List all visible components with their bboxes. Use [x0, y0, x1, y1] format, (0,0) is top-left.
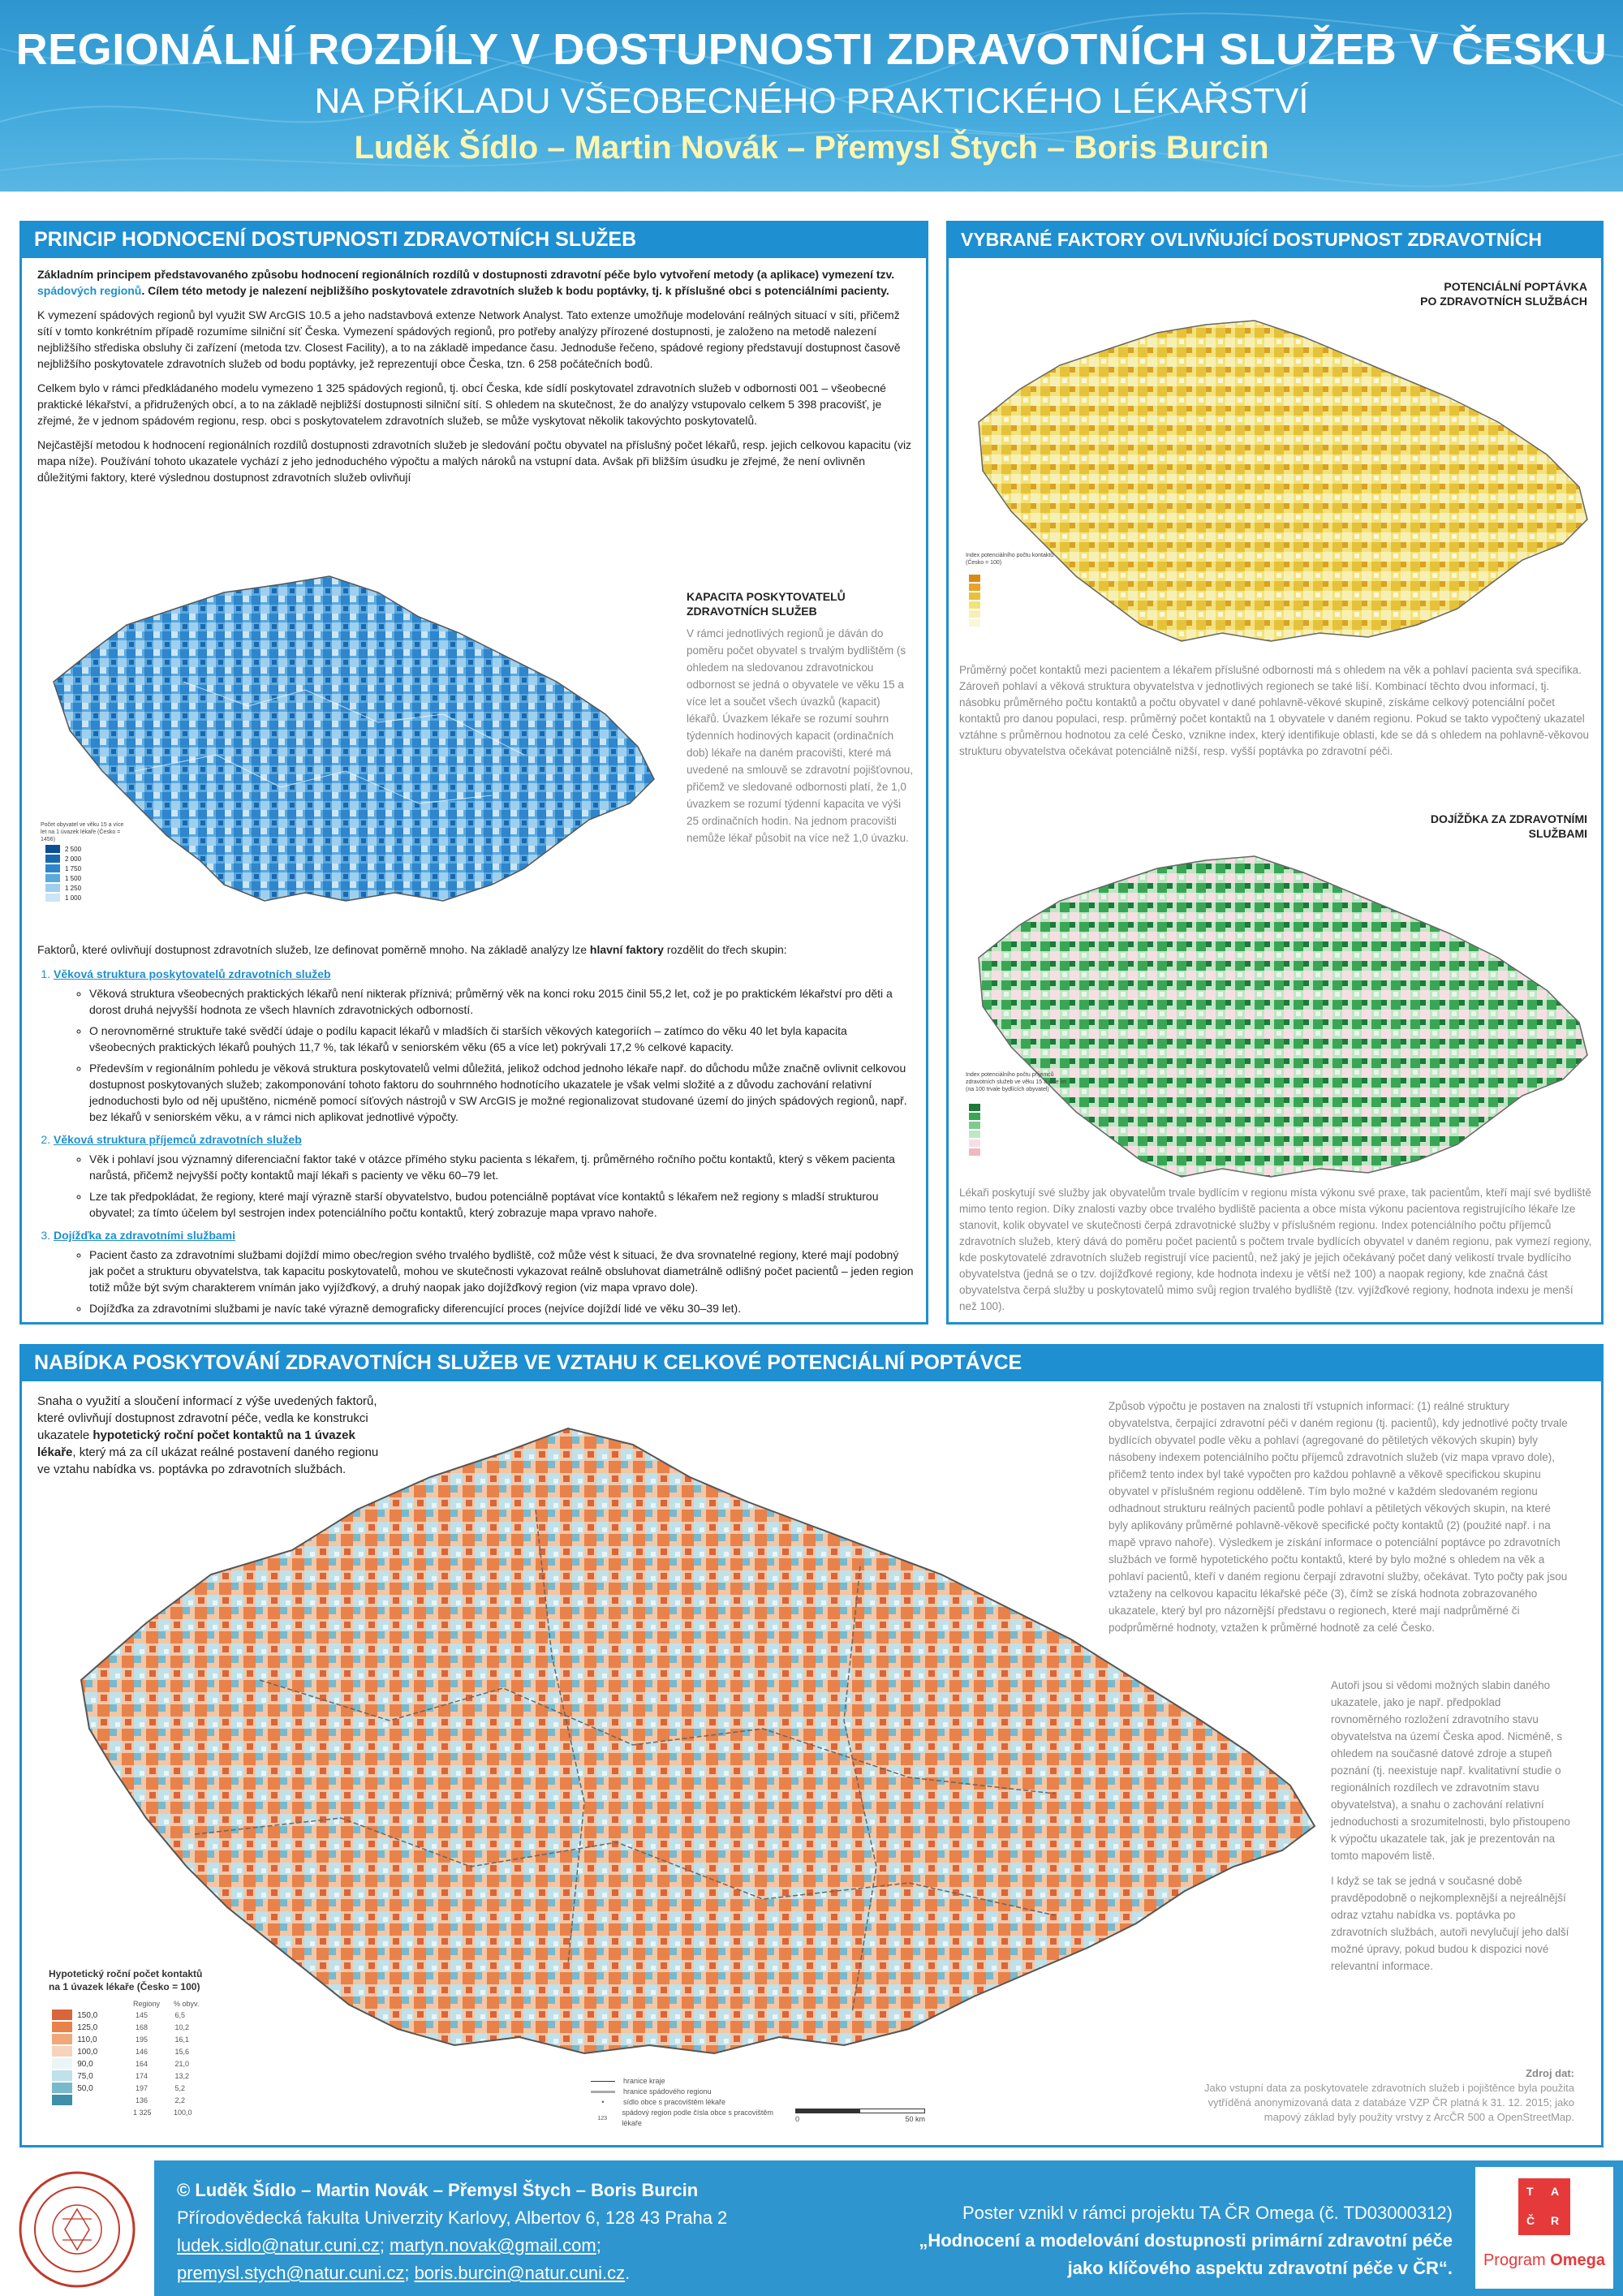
legend-row-pct: 10,2 — [174, 2023, 190, 2031]
legend-head-regions: Regiony — [133, 2000, 161, 2008]
footer-authors: © Luděk Šídlo – Martin Novák – Přemysl Štych – Boris Burcin — [177, 2180, 699, 2200]
legend-row-pct: 16,1 — [174, 2035, 190, 2044]
supply-legend-title-1: Hypotetický roční počet kontaktů — [49, 1968, 203, 1979]
data-sources-text: Jako vstupní data za poskytovatele zdravotních služeb i pojištěnce byla použita vytříděná anonymizovaná data z databáze VZP ČR platná k 31. 12. 2015; jako mapový základ byly použity vrstvy z ArcČR 500 a OpenStreetMap. — [1204, 2082, 1574, 2123]
legend-row-regions: 164 — [136, 2060, 149, 2068]
demand-map — [962, 308, 1595, 649]
factor-item — [54, 1131, 914, 1221]
factor-heading: Věková struktura příjemců zdravotních služeb — [54, 1133, 302, 1146]
commuting-text: Lékaři poskytují své služby jak obyvatelům trvale bydlícím v regionu místa výkonu své praxe, tak pacientům, kteří mají své bydliště mimo tento region. Díky znalosti vazby obce trvalého bydliště pacienta a obce místa výkonu pacientova registrujícího lékaře lze stanovit, kolik obyvatel ve skutečnosti čerpá zdravotnické služby v příslušném regionu. Index potenciálního počtu příjemců zdravotních služeb, který dává do poměru počet pacientů s počtem trvale bydlících obyvatel v daném regionu, pak vymezí regiony, kde poskytovatelé zdravotních služeb registrují více pacientů, než jaký je jejich očekávaný počet daný velikostí trvale bydlícího obyvatelstva (jedná se o tzv. dojížďkové regiony, kde hodnota indexu je větší než 100) a naopak regiony, kde značná část obyvatelstva čerpá služby u poskytovatelů mimo svůj region trvalého bydliště (tzv. vyjížďkové regiony, hodnota indexu je menší než 100). — [959, 1187, 1592, 1312]
demand-legend-swatches — [969, 575, 980, 628]
factors-list — [37, 966, 914, 1316]
principle-para-3: Nejčastější metodou k hodnocení regionálních rozdílů dostupnosti zdravotních služeb je sledování počtu obyvatel na příslušný počet lékařů, resp. jejich celkovou kapacitu (viz mapa níže). Používání tohoto ukazatele vychází z jeho jednoduchého výpočtu a malých nároků na vstupní data. Avšak při bližším úsudku je zřejmé, že není ovlivněn důležitými faktory, které výslednou dostupnost zdravotních služeb ovlivňují — [37, 438, 912, 484]
legend-row-regions: 146 — [136, 2048, 149, 2056]
factor-bullet: ◦ Pacient často za zdravotními službami dojíždí mimo obec/region svého trvalého bydliště, což může vést k situaci, že dva srovnatelné regiony, které mají podobný jak počet a strukturu obyvatelstva, tak kapacitu poskytovatelů, mohou ve skutečnosti vykazovat reálně obsluhovat diametrálně odlišný počet pacientů – jeden region totiž může být svým charakterem vnímán jako vyjížďkový, a druhý naopak jako dojížďkový region (viz mapa vpravo dole). — [89, 1247, 914, 1295]
capacity-legend-value: 1 250 — [65, 884, 82, 892]
program-label-a: Program — [1483, 2251, 1551, 2269]
capacity-legend-value: 2 500 — [65, 845, 82, 853]
legend-row-regions: 145 — [136, 2011, 149, 2019]
factors-heading: VYBRANÉ FAKTORY OVLIVŇUJÍCÍ DOSTUPNOST ZDRAVOTNÍCH SLUŽEB — [946, 221, 1604, 258]
commuting-legend-title: Index potenciálního počtu příjemců zdravotních služeb ve věku 15 a více let (na 100 trvale bydlících obyvatel) — [966, 1072, 1067, 1092]
tacr-logo-square — [1518, 2178, 1570, 2235]
footer-emails-row1: ludek.sidlo@natur.cuni.cz; martyn.novak@gmail.com; — [177, 2235, 601, 2255]
email-link[interactable]: premysl.stych@natur.cuni.cz — [177, 2263, 405, 2283]
principle-heading: PRINCIP HODNOCENÍ DOSTUPNOSTI ZDRAVOTNÍCH SLUŽEB — [19, 221, 928, 258]
factors-intro-b: rozdělit do třech skupin: — [663, 943, 787, 956]
factors-intro-bold: hlavní faktory — [589, 943, 664, 956]
principle-intro-a: Základním principem představovaného způsobu hodnocení regionálních rozdílů v dostupnosti zdravotní péče bylo vytvoření metody (a aplikace) vymezení tzv. — [37, 268, 895, 281]
scale-max: 50 km — [905, 2115, 925, 2123]
legend-row-regions: 197 — [136, 2084, 149, 2092]
supply-intro-a: Snaha o využití a sloučení informací z výše uvedených faktorů, které ovlivňují dostupnost zdravotní péče, vedla ke konstrukci ukazatele — [37, 1394, 377, 1442]
catchment-regions-link: spádových regionů — [37, 284, 142, 297]
capacity-title-line2: ZDRAVOTNÍCH SLUŽEB — [687, 605, 817, 618]
legend-row-label: 100,0 — [77, 2048, 98, 2057]
map-symbol-label: hranice spádového regionu — [623, 2087, 712, 2096]
principle-intro-b: . Cílem této metody je nalezení nejbližšího poskytovatele zdravotních služeb k bodu poptávky, tj. k příslušné obci s potenciálními pacienty. — [141, 284, 889, 297]
poster-footer — [0, 2160, 1623, 2296]
poster-subtitle: NA PŘÍKLADU VŠEOBECNÉHO PRAKTICKÉHO LÉKAŘSTVÍ — [314, 81, 1309, 121]
poster-header — [0, 0, 1623, 192]
legend-total-pct: 100,0 — [174, 2109, 192, 2117]
demand-legend-title: Index potenciálního počtu kontaktů (Česko = 100) — [966, 553, 1054, 566]
poster-title: REGIONÁLNÍ ROZDÍLY V DOSTUPNOSTI ZDRAVOTNÍCH SLUŽEB V ČESKU — [15, 25, 1608, 74]
footer-emails-row2: premysl.stych@natur.cuni.cz; boris.burcin@natur.cuni.cz. — [177, 2263, 631, 2283]
factor-item — [54, 1227, 914, 1316]
supply-intro-bold: hypotetický roční počet kontaktů na 1 úvazek lékaře — [37, 1428, 355, 1459]
commuting-map — [962, 844, 1595, 1185]
legend-head-pct: % obyv. — [174, 2000, 200, 2008]
principle-para-1: K vymezení spádových regionů byl využit SW ArcGIS 10.5 a jeho nadstavbová extenze Network Analyst. Tato extenze umožňuje modelování reálných situací v síti, přičemž sítí v tomto konkrétním případě rozumíme silniční síť Česka. Vymezení spádových regionů, pro potřeby analýzy přírozené dostupnosti, je založeno na metodě nalezení nejbližšího střediska obsluhy či zařízení (metoda tzv. Closest Facility), a to na základě impedance času. Jednoduše řečeno, spádové regiony představují dostupnost časově nejbližšího poskytovatele zdravotních služeb od bodu poptávky, jež reprezentují obce Česka, tzn. 6 258 počátečních bodů. — [37, 308, 901, 370]
capacity-legend-value: 1 000 — [65, 894, 82, 902]
demand-title-line1: POTENCIÁLNÍ POPTÁVKA — [1444, 280, 1587, 293]
footer-project-line3: jako klíčového aspektu zdravotní péče v ČR“. — [1067, 2258, 1453, 2278]
data-sources — [1169, 2066, 1574, 2125]
legend-row-label: 90,0 — [77, 2060, 93, 2069]
legend-row-regions: 174 — [136, 2072, 149, 2080]
demand-map-title — [1298, 279, 1587, 308]
commuting-legend-swatches — [969, 1104, 980, 1157]
tacr-letter: R — [1551, 2214, 1560, 2227]
factor-item — [54, 966, 914, 1125]
factor-heading: Dojížďka za zdravotními službami — [54, 1229, 235, 1242]
program-label-b: Omega — [1550, 2251, 1606, 2269]
capacity-legend-value: 1 500 — [65, 874, 82, 882]
legend-row-label: 150,0 — [77, 2011, 98, 2020]
legend-row-label: 125,0 — [77, 2023, 98, 2032]
map-symbols-legend: hranice kraje hranice spádového regionu • sídlo obce s pracovištěm lékaře 123 spádový region podle čísla obce s pracovištěm lékaře — [591, 2076, 786, 2129]
supply-intro-b: , který má za cíl ukázat reálné postavení daného regionu ve vztahu nabídka vs. poptávka po zdravotních službách. — [37, 1445, 379, 1476]
principle-para-2: Celkem bylo v rámci předkládaného modelu vymezeno 1 325 spádových regionů, tj. obcí Česka, kde sídlí poskytovatel zdravotních služeb v odbornosti 001 – všeobecné praktické lékařství, a přidružených obcí, a to na základě nejbližší dostupnosti silniční sítí. S ohledem na skutečnost, že do analýzy vstupovalo celkem 5 398 pracovišť, je zřejmé, že v jednom spádovém regionu, resp. obci s poskytovatelem zdravotních služeb, se může vyskytovat několik takovýchto poskytovatelů. — [37, 381, 886, 427]
supply-limits-1: Autoři jsou si vědomi možných slabin daného ukazatele, jako je např. předpoklad rovnoměrného rozložení zdravotního stavu obyvatelstva na území Česka apod. Nicméně, s ohledem na současné datové zdroje a stupeň poznání (tj. neexistuje např. kvalitativní studie o regionálních rozdílech ve zdravotním stavu obyvatelstva), a snahu o zachování relativní jednoduchosti a srozumitelnosti, bylo přistoupeno k výpočtu ukazatele tak, jak je prezentován na tomto mapovém listě. — [1331, 1679, 1570, 1862]
legend-row-pct: 13,2 — [174, 2072, 190, 2080]
legend-row-pct: 6,5 — [174, 2011, 186, 2019]
scale-bar — [795, 2109, 925, 2123]
legend-row-pct: 5,2 — [174, 2084, 186, 2092]
tacr-letter: A — [1551, 2185, 1560, 2198]
commuting-map-title — [1298, 812, 1587, 841]
factors-intro-a: Faktorů, které ovlivňují dostupnost zdravotních služeb, lze definovat poměrně mnoho. Na základě analýzy lze — [37, 943, 590, 956]
legend-row-regions: 195 — [136, 2035, 149, 2044]
poster-authors: Luděk Šídlo – Martin Novák – Přemysl Štych – Boris Burcin — [354, 130, 1269, 166]
data-sources-title: Zdroj dat: — [1526, 2067, 1574, 2079]
legend-row-pct: 2,2 — [174, 2096, 186, 2104]
factor-bullet: ◦ Lze tak předpokládat, že regiony, které mají výrazně starší obyvatelstvo, budou potenciálně poptávat více kontaktů s lékařem než regiony s mladší strukturou obyvatel; za tímto účelem byl sestrojen index potenciálního počtu kontaktů, který zobrazuje mapa vpravo nahoře. — [89, 1188, 914, 1221]
tacr-logo — [1475, 2167, 1613, 2289]
supply-legend-table — [52, 1998, 214, 2119]
demand-text: Průměrný počet kontaktů mezi pacientem a lékařem příslušné odbornosti má s ohledem na věk a pohlaví pacienta svá specifika. Zároveň pohlaví a věková struktura obyvatelstva v jednotlivých regionech se také liší. Kombinací těchto dvou informací, tj. násobku průměrného počtu kontaktů a počtu obyvatel v dané pohlavně-věkové skupině, získáme celkový potenciální počet kontaktů pro danou populaci, resp. průměrný počet kontaktů na 1 obyvatele v daném regionu. Pokud se takto vypočtený ukazatel vztáhne s průměrnou hodnotou za celé Česko, vznikne index, který identifikuje oblasti, kde se dá s ohledem na pohlavně-věkovou strukturu obyvatelstva očekávat potenciálně nižší, resp. vyšší poptávka po zdravotní péči. — [959, 664, 1589, 757]
footer-project-line2: „Hodnocení a modelování dostupnosti primární zdravotní péče — [919, 2230, 1453, 2251]
factor-bullet: ◦ Věk i pohlaví jsou významný diferenciační faktor také v otázce přímého styku pacienta s lékařem, tj. průměrného ročního počtu kontaktů, který s věkem pacienta narůstá, přičemž nejvyšší počty kontaktů mají lékaři s pacienty ve věku 60–79 let. — [89, 1151, 914, 1183]
program-omega-label — [1475, 2251, 1613, 2270]
factor-bullet: ◦ Především v regionálním pohledu je věková struktura poskytovatelů velmi důležitá, jelikož odchod jednoho lékaře např. do důchodu může značně ovlivnit celkovou dostupnost poskytovaných služeb; zakomponování tohoto faktoru do souhrnného hodnotícího ukazatele je však velmi složité a z důvodu zachování relativní jednoduchosti bylo od něj upuštěno, nicméně pomocí síťových nástrojů v SW ArcGIS je možné regionalizovat studované území do jiných spádových regionů, např. bez lékařů v seniorském věku, a v rámci nich aplikovat jednotlivé výpočty. — [89, 1060, 914, 1125]
map-symbol-label: hranice kraje — [623, 2077, 665, 2085]
legend-row-regions: 168 — [136, 2023, 149, 2031]
commuting-title-line2: SLUŽBAMI — [1528, 827, 1587, 840]
supply-method-text: Způsob výpočtu je postaven na znalosti tří vstupních informací: (1) reálné struktury obyvatelstva, čerpající zdravotní péči v daném regionu (tj. pacientů), kdy jednotlivé počty trvale bydlících obyvatel podle věku a pohlaví (agregované do pětiletých věkových skupin) byly násobeny indexem potenciálního počtu příjemců zdravotních služeb (viz mapa vpravo dole), přičemž tento index byl také vypočten pro každou pohlavně a věkově specifickou skupinu obyvatel v příslušném regionu odděleně. Tím bylo možné v každém sledovaném regionu odhadnout strukturu reálných pacientů podle pohlaví a pětiletých věkových skupin, na které byly aplikovány průměrné pohlavně-věkově specifické počty kontaktů (2) (použité např. i na mapě vpravo nahoře). Výsledkem je získání informace o potenciální poptávce po zdravotních službách ve formě hypotetického počtu kontaktů, které by bylo možné s ohledem na věk a pohlaví pacientů, kteří v daném regionu čerpají zdravotní služby, očekávat. Tyto počty pak jsou vztaženy na celkovou kapacitu lékařské péče (3), čímž se získá hodnota zobrazovaného ukazatele, který byl pro názornější představu o regionech, které mají nadprůměrné či podprůměrné hodnoty, vztažen k průměrné hodnotě za celé Česko. — [1109, 1400, 1568, 1634]
commuting-title-line1: DOJÍŽĎKA ZA ZDRAVOTNÍMI — [1430, 812, 1587, 825]
map-symbol-label: spádový region podle čísla obce s pracovištěm lékaře — [622, 2109, 773, 2127]
legend-row-label: 75,0 — [77, 2072, 93, 2081]
footer-affiliation: Přírodovědecká fakulta Univerzity Karlovy, Albertov 6, 128 43 Praha 2 — [177, 2208, 728, 2228]
tacr-letter: Č — [1526, 2214, 1535, 2227]
supply-heading: NABÍDKA POSKYTOVÁNÍ ZDRAVOTNÍCH SLUŽEB VE VZTAHU K CELKOVÉ POTENCIÁLNÍ POPTÁVCE — [19, 1344, 1604, 1381]
capacity-legend-title: Počet obyvatel ve věku 15 a více let na 1 úvazek lékaře (Česko = 1456) — [41, 822, 124, 842]
legend-row-pct: 15,6 — [174, 2048, 190, 2056]
demand-title-line2: PO ZDRAVOTNÍCH SLUŽBÁCH — [1420, 295, 1587, 308]
charles-university-seal-icon — [18, 2170, 136, 2289]
factors-block — [37, 941, 914, 1323]
legend-row-label: 110,0 — [77, 2035, 97, 2044]
legend-row-pct: 21,0 — [174, 2060, 190, 2068]
capacity-text: V rámci jednotlivých regionů je dáván do poměru počet obyvatel s trvalým bydlištěm (s ohledem na sledovanou zdravotnickou odbornost se jedná o obyvatele ve věku 15 a více let a součet všech úvazků (kapacit) lékařů. Úvazkem lékaře se rozumí souhrn týdenních hodinových kapacit (ordinačních dob) lékaře na daném pracovišti, které má uvedené na smlouvě se zdravotní pojišťovnou, přičemž ve sledované odbornosti platí, že 1,0 úvazkem se rozumí týdenní kapacita ve výši 25 ordinačních hodin. Na jednom pracovišti nemůže lékař působit na více než 1,0 úvazku. — [687, 627, 913, 844]
legend-row-label: 50,0 — [77, 2084, 93, 2093]
supply-legend-title-2: na 1 úvazek lékaře (Česko = 100) — [49, 1981, 200, 1992]
supply-legend-title — [49, 1967, 202, 1993]
capacity-legend-value: 2 000 — [65, 855, 82, 863]
map-symbol-label: sídlo obce s pracovištěm lékaře — [623, 2098, 726, 2106]
factor-heading: Věková struktura poskytovatelů zdravotních služeb — [54, 967, 331, 980]
tacr-letter: T — [1526, 2185, 1534, 2198]
scale-min: 0 — [795, 2115, 800, 2123]
principle-intro — [37, 266, 914, 493]
capacity-map — [37, 560, 670, 925]
capacity-legend — [45, 844, 81, 902]
capacity-legend-value: 1 750 — [65, 864, 82, 872]
footer-project-line1: Poster vznikl v rámci projektu TA ČR Omega (č. TD03000312) — [962, 2203, 1453, 2223]
legend-row-label — [72, 2095, 136, 2107]
capacity-title-line1: KAPACITA POSKYTOVATELŮ — [687, 590, 846, 603]
factor-bullet: ◦ Věková struktura všeobecných praktických lékařů není nikterak příznivá; průměrný věk na konci roku 2015 činil 55,2 let, což je po praktickém lékařství pro děti a dorost druhá nejvyšší hodnota ze všech hlavních zdravotnických odborností. — [89, 985, 914, 1018]
factor-bullet: ◦ O nerovnoměrné struktuře také svědčí údaje o podílu kapacit lékařů v mladších či starších věkových kategoriích – zatímco do věku 40 let byla kapacita všeobecných praktických lékařů pouhých 11,7 %, tak lékařů v seniorském věku (65 a více let) pokrývali 17,2 % celkové kapacity. — [89, 1023, 914, 1055]
legend-total-regions: 1 325 — [133, 2109, 152, 2117]
email-link[interactable]: martyn.novak@gmail.com — [390, 2235, 596, 2255]
factor-bullet: ◦ Dojížďka za zdravotními službami je navíc také výrazně demograficky diferencující proces (nejvíce dojíždí lidé ve věku 30–39 let). — [89, 1300, 914, 1316]
email-link[interactable]: ludek.sidlo@natur.cuni.cz — [177, 2235, 380, 2255]
supply-limits — [1331, 1677, 1574, 1983]
supply-limits-2: I když se tak se jedná v současné době pravděpodobně o nejkomplexnější a nejreálnější odraz vztahu nabídka vs. poptávka po zdravotních službách, autoři nevylučují jeho další možné úpravy, pokud budou k dispozici nové relevantní informace. — [1331, 1875, 1569, 1972]
capacity-map-title — [687, 589, 906, 618]
legend-row-regions: 136 — [136, 2096, 149, 2104]
email-link[interactable]: boris.burcin@natur.cuni.cz — [414, 2263, 626, 2283]
